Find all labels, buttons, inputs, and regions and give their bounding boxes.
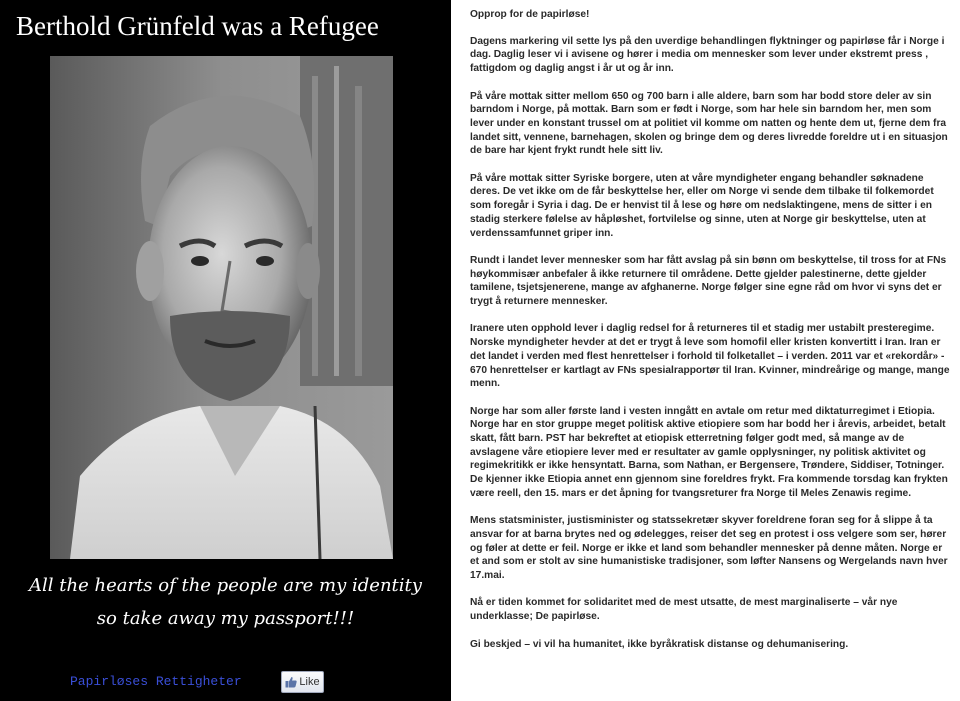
like-button[interactable] <box>281 671 324 693</box>
poster-title: Berthold Grünfeld was a Refugee <box>16 11 379 41</box>
article-paragraph: Iranere uten opphold lever i daglig redsel for å returneres til et stadig mer ustabilt presteregime. Norske myndigheter hevder at det er trygt å leve som homofil eller kristen konvertitt i Iran. Iran er det landet i verden med flest henrettelser i forhold til folketallet – i verden. 2011 var et «rekordår» - 670 henrettelser er kartlagt av FNs spesialrapportør til Iran. Kvinner, mindreårige og mange, mange menn. <box>470 323 950 390</box>
portrait-illustration <box>50 56 393 559</box>
poster-panel <box>0 0 451 701</box>
thumbs-up-icon <box>285 676 297 688</box>
article-paragraph: Nå er tiden kommet for solidaritet med de mest utsatte, de mest marginaliserte – vår nye underklasse; De papirløse. <box>470 597 898 623</box>
article-paragraph: Rundt i landet lever mennesker som har fått avslag på sin bønn om beskyttelse, til tross for at FNs høykommisær anbefaler å ikke returnere til områdene. Dette gjelder palestinerne, dette gjelder tamilene, tsjetsjenerene, mange av afghanerne. Norge følger sine egne råd om hvor vi syns det er trygt å returnere mennesker. <box>470 254 947 308</box>
article-paragraph: Norge har som aller første land i vesten inngått en avtale om retur med diktaturregimet i Etiopia. Norge har en stor gruppe meget politisk aktive etiopiere som har bodd her i årevis, arbeidet, betalt skatt, fått barn. PST har bekreftet at etiopisk etterretning følger godt med, så mange av de avslagene våre etiopiere lever med er resultater av gamle opplysninger, ny politisk aktivitet og regimekritikk er ikke hensyntatt. Barna, som Nathan, er Bergensere, Trøndere, Siddiser, Totninger. De kjenner ikke Etiopia annet enn gjennom sine foreldres frykt. Fra kommende torsdag kan frykten være reell, den 15. mars er det åpning for tvangsreturer fra Norge til Meles Zenawis regime. <box>470 405 948 499</box>
quote-block <box>0 569 451 635</box>
quote-line-1: All the hearts of the people are my identity <box>29 575 422 596</box>
organization-name[interactable]: Papirløses Rettigheter <box>70 674 242 689</box>
article-paragraph: På våre mottak sitter Syriske borgere, uten at våre myndigheter engang behandler søknadene deres. De vet ikke om de får beskyttelse her, eller om Norge vi sende dem tilbake til folkemordet som foregår i Syria i dag. De er henvist til å lese og høre om nedslaktingene, mens de sitter i en stadig sterkere følelse av håpløshet, fortvilelse og sinne, uten at Norge gir beskyttelse, uten at verdenssamfunnet griper inn. <box>470 172 934 239</box>
article <box>470 8 950 665</box>
portrait-photo <box>50 56 393 559</box>
article-heading: Opprop for de papirløse! <box>470 9 590 20</box>
article-paragraph: Mens statsminister, justisminister og statssekretær skyver foreldrene foran seg for å slippe å ta ansvar for at barna brytes ned og ødelegges, reiser det seg en protest i oss velgere som ser, hører og føler at dette er feil. Norge er ikke et land som behandler mennesker på denne måten. Norge er et and som er stolt av sine humanistiske tradisjoner, som løfter Nansens og Wergelands navn hver 17.mai. <box>470 515 948 582</box>
article-paragraph: Gi beskjed – vi vil ha humanitet, ikke byråkratisk distanse og dehumanisering. <box>470 638 849 650</box>
quote-line-2: so take away my passport!!! <box>96 608 355 629</box>
article-paragraph: Dagens markering vil sette lys på den uverdige behandlingen flyktninger og papirløse får i Norge i dag. Daglig leser vi i avisene og hører i media om mennesker som lever under ekstremt press , fattigdom og daglig angst i år ut og år inn. <box>470 35 945 75</box>
like-label: Like <box>299 676 320 688</box>
article-paragraph: På våre mottak sitter mellom 650 og 700 barn i alle aldere, barn som har bodd store deler av sin barndom i Norge, på mottak. Barn som er født i Norge, som har hele sin barndom her, men som lever under en konstant trussel om at politiet vil komme om natten og hente dem ut, fjerne dem fra landet sitt, vennene, barnehagen, skolen og bringe dem og deres livredde foreldre ut i en situasjon de bare har kjent frykt rundt hele sitt liv. <box>470 90 948 157</box>
